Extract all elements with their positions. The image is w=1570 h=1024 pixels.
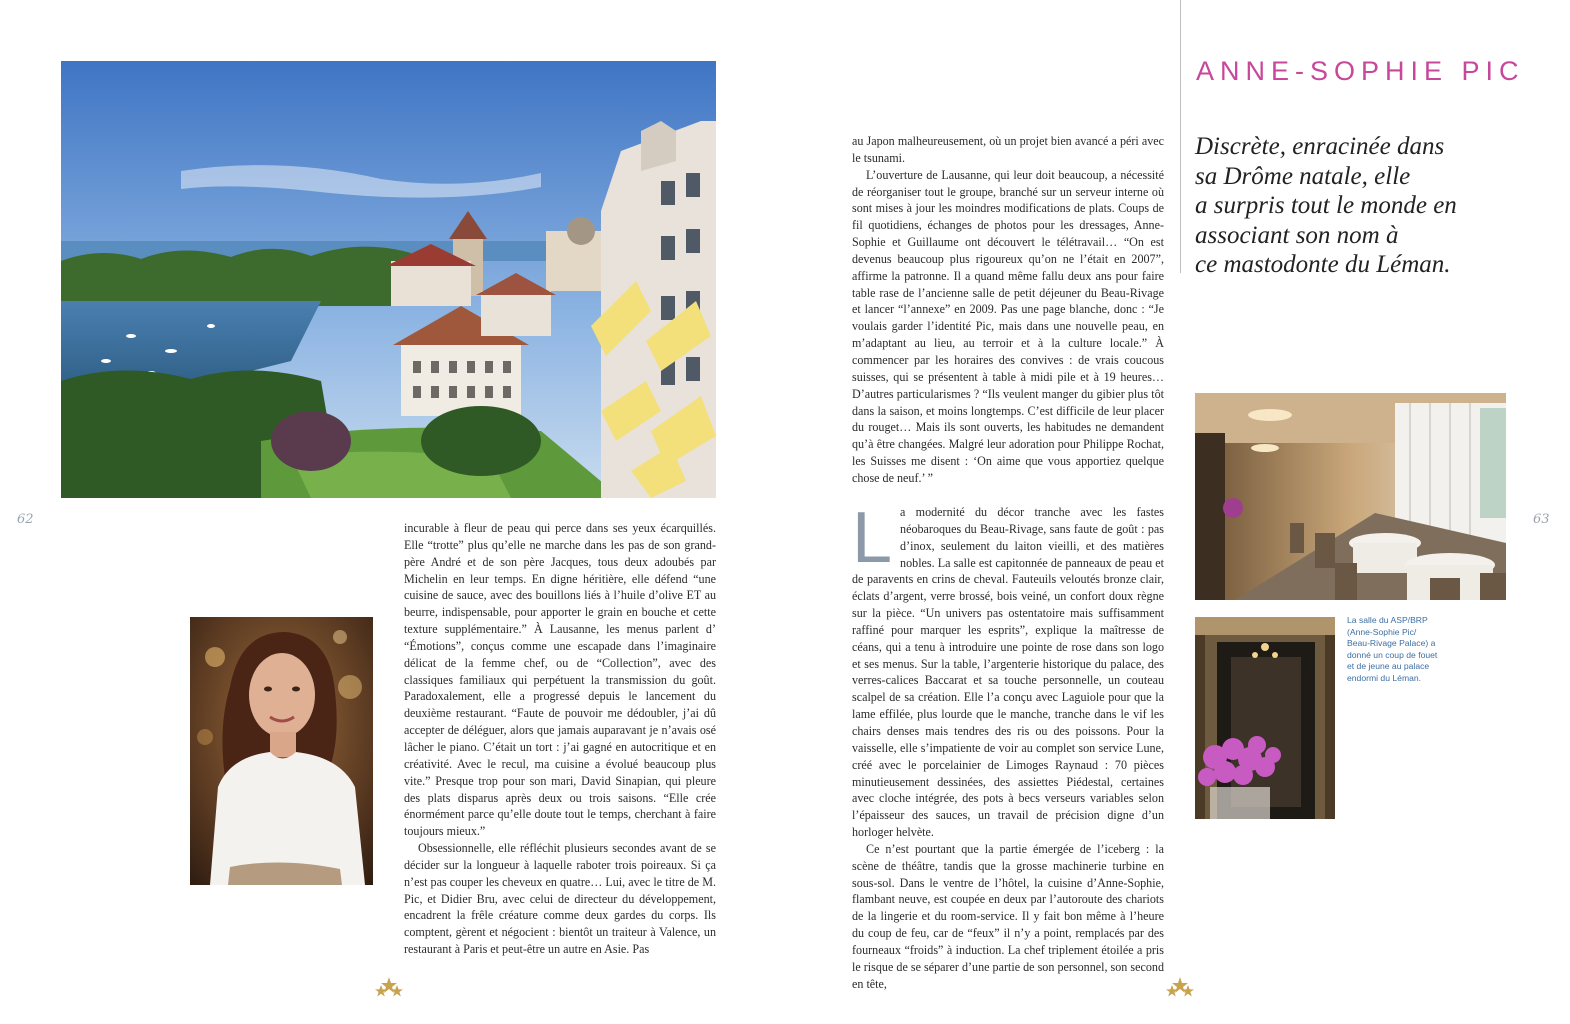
chef-name-title: ANNE-SOPHIE PIC — [1196, 56, 1525, 86]
anne-sophie-pic-portrait — [190, 617, 373, 885]
vertical-divider — [1180, 0, 1181, 273]
pull-quote-line: a surpris tout le monde en — [1195, 192, 1457, 219]
dining-room-photo — [1195, 393, 1506, 600]
caption-line: endormi du Léman. — [1347, 672, 1422, 683]
photo-caption — [1347, 615, 1447, 685]
paragraph: a modernité du décor tranche avec les fastes néobaroques du Beau-Rivage, sans faute de goût : pas d’inox, seulement du laiton vieilli, et des matières nobles. La salle est capitonnée de panneaux de peau et de paravents en crins de cheval. Fauteuils veloutés bronze clair, éclats d’argent, verre brossé, bois veiné, un confort doux règne sur la pièce. “Un univers pas ostentatoire mais suffisamment raffiné pour marquer les esprits”, explique la maîtresse de céans, qui a tenu à introduire une pointe de rose dans son logo et ses menus. Sur la table, l’argenterie historique du palace, des verres-calices Baccarat et sa touche personnelle, un couteau scalpel de sa création. Elle l’a conçu avec Laguiole pour que la lame effilée, plus lourde que le manche, tranche dans le vif les chairs denses mais tendres des ris ou des poissons. Pour la vaisselle, elle s’impatiente de voir au complet son service Lune, créé avec le porcelainier de Limoges Raynaud : 70 pièces minutieusement dessinées, des assiettes Piédestal, certaines avec cloche intégrée, des pots à becs verseurs variables selon l’épaisseur des sauces, un travail de précision digne d’un horloger helvète. — [852, 505, 1164, 840]
caption-line: La salle du ASP/BRP — [1347, 615, 1428, 625]
pull-quote-line: Discrète, enracinée dans — [1195, 133, 1445, 160]
pull-quote-line: sa Drôme natale, elle — [1195, 162, 1411, 190]
caption-line: et de jeune au palace — [1347, 661, 1430, 672]
drop-cap: L — [852, 498, 893, 578]
paragraph: Ce n’est pourtant que la partie émergée de l’iceberg : la scène de théâtre, tandis que la grosse machinerie turbine en sous-sol. Dans le ventre de l’hôtel, la cuisine d’Anne-Sophie, flambant neuve, est coupée en deux par l’autoroute des chariots de la lingerie et du room-service. Il y fait bon même à l’heure du coup de feu, car de “feux” il n’y a point, remplacés par des fourneaux “froids” à induction. La chef triplement étoilée a pris le risque de se séparer d’une partie de son personnel, son second en tête, — [852, 841, 1164, 991]
article-column-right-bottom — [852, 498, 1164, 992]
pull-quote-line: associant son nom à — [1195, 221, 1399, 249]
three-stars-icon — [1165, 977, 1195, 1003]
caption-line: Beau-Rivage Palace) a — [1347, 638, 1436, 649]
lake-lausanne-palace-photo — [61, 61, 716, 498]
article-column-left — [404, 520, 716, 958]
page-number-right: 63 — [1533, 512, 1550, 527]
caption-line: donné un coup de fouet — [1347, 649, 1438, 660]
paragraph: incurable à fleur de peau qui perce dans ses yeux écarquillés. Elle “trotte” plus qu’elle ne marche dans les pas de son grand-père André et de son père Jacques, tous deux adoubés par Michelin en leur temps. En digne héritière, elle défend “une cuisine de sauce, avec des bouillons liés à l’huile d’olive ET au beurre, indispensable, pour apporter le grain en bouche et cette texture supplémentaire.” À Lausanne, les menus parlent d’ “Émotions”, conçus comme une escapade dans l’imaginaire délicat de la femme chef, ou de “Collection”, avec des classiques familiaux qui perpétuent la transmission du goût. Paradoxalement, elle a progressé depuis le lancement du deuxième restaurant. “Faute de pouvoir me dédoubler, j’ai dû accepter de déléguer, alors que jamais auparavant je n’avais osé lâcher le piano. C’était un tort : j’ai gagné en autocritique et en créativité. Avec le recul, ma cuisine a évolué beaucoup plus vite.” Presque trop pour son mari, David Sinapian, qui pleure des plats disparus après deux ou trois saisons. “Elle crée énormément parce qu’elle doute tout le temps, cherchant à faire toujours mieux.” — [404, 521, 716, 839]
pull-quote — [1195, 132, 1495, 280]
orchids-elevator-photo — [1195, 617, 1335, 819]
article-column-right-top — [852, 133, 1164, 487]
three-stars-icon — [374, 977, 404, 1003]
paragraph: Obsessionnelle, elle réfléchit plusieurs secondes avant de se décider sur la longueur à laquelle raboter trois poireaux. Si ça n’est pas couper les cheveux en quatre… Lui, avec le titre de M. Pic, et Didier Bru, avec celui de directeur du développement, encadrent la frêle créature comme deux gardes du corps. Ils comptent, gèrent et négocient : bientôt un traiteur à Valence, un restaurant à Paris et peut-être un autre en Asie. Pas — [404, 841, 716, 957]
pull-quote-line: ce mastodonte du Léman. — [1195, 251, 1451, 278]
paragraph: au Japon malheureusement, où un projet bien avancé a péri avec le tsunami. — [852, 134, 1164, 165]
caption-line: (Anne-Sophie Pic/ — [1347, 626, 1417, 637]
page-number-left: 62 — [17, 512, 34, 527]
paragraph: L’ouverture de Lausanne, qui leur doit beaucoup, a nécessité de réorganiser tout le groupe, branché sur un serveur interne où sont mises à jour les moindres modifications de plats. Coups de fil quotidiens, échanges de photos pour les dressages, Anne-Sophie et Guillaume ont découvert le télétravail… “On est devenus beaucoup plus rigoureux qu’on ne l’était en 2007”, affirme la patronne. Il a quand même fallu deux ans pour faire table rase de l’ancienne salle de petit déjeuner du Beau-Rivage et lancer “l’annexe” en 2009. Pas une page blanche, donc : “Je voulais garder l’identité Pic, mais dans une nouvelle peau, en m’adaptant au lieu, au terroir et à la culture locale.” À commencer par les horaires des convives : de vrais coucous suisses, qui se présentent à table à midi pile et à 19 heures… D’autres particularismes ? “Ils veulent manger du gibier plus tôt dans la saison, et moins longtemps. C’est difficile de leur placer du rouget… Mais ils sont ouverts, les habitudes ne demandent qu’à être changées. Malgré leur adoration pour Philippe Rochat, les Suisses me disent : ‘On aime que vous apportiez quelque chose de neuf.’ ” — [852, 167, 1164, 485]
